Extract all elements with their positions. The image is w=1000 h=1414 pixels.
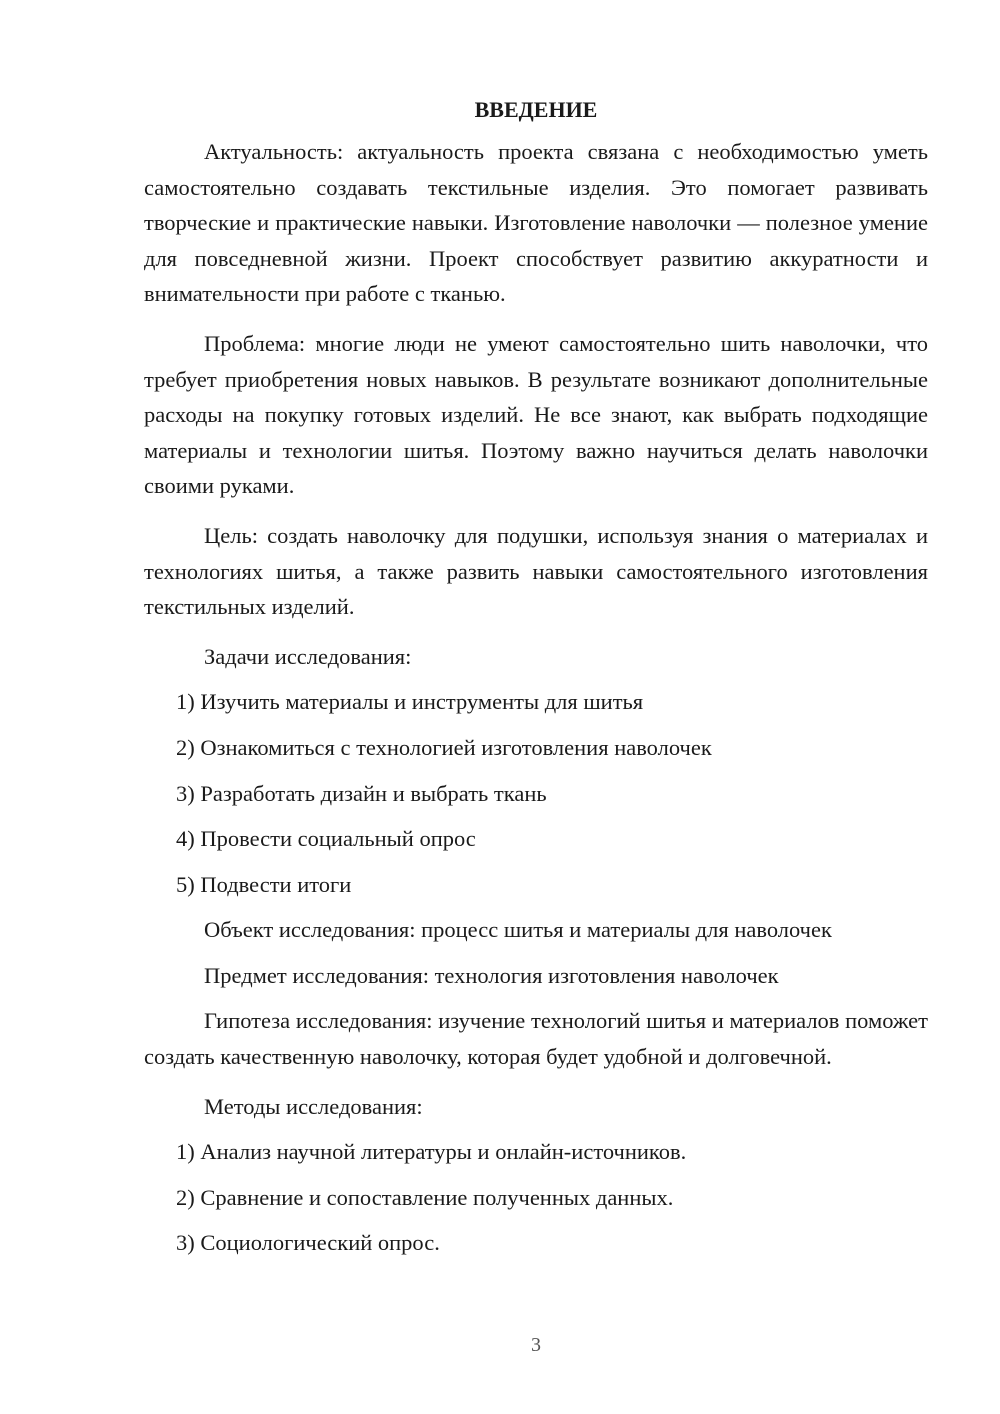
list-item: 2) Сравнение и сопоставление полученных данных. bbox=[176, 1184, 674, 1210]
hypothesis-paragraph: Гипотеза исследования: изучение технологий шитья и материалов поможет создать качественную наволочку, которая будет удобной и долговечной. bbox=[144, 1008, 928, 1070]
list-item: 1) Анализ научной литературы и онлайн-источников. bbox=[176, 1139, 687, 1165]
subject-line: Предмет исследования: технология изготовления наволочек bbox=[204, 962, 779, 988]
methods-list bbox=[144, 1134, 928, 1261]
tasks-list bbox=[144, 684, 928, 902]
page-number: 3 bbox=[531, 1334, 541, 1356]
goal-paragraph: Цель: создать наволочку для подушки, используя знания о материалах и технологиях шитья, а также развить навыки самостоятельного изготовления текстильных изделий. bbox=[144, 522, 928, 620]
page-footer bbox=[0, 1334, 1000, 1357]
relevance-paragraph: Актуальность: актуальность проекта связана с необходимостью уметь самостоятельно создавать текстильные изделия. Это помогает развивать творческие и практические навыки. Изготовление наволочки — полезное умение для повседневной жизни. Проект способствует развитию аккуратности и внимательности при работе с тканью. bbox=[144, 139, 928, 307]
list-item: 3) Разработать дизайн и выбрать ткань bbox=[176, 780, 547, 806]
list-item: 4) Провести социальный опрос bbox=[176, 826, 476, 852]
methods-heading: Методы исследования: bbox=[204, 1093, 423, 1119]
tasks-heading: Задачи исследования: bbox=[204, 643, 412, 669]
document-body bbox=[144, 96, 928, 1271]
list-item: 5) Подвести итоги bbox=[176, 871, 352, 897]
list-item: 2) Ознакомиться с технологией изготовления наволочек bbox=[176, 734, 712, 760]
list-item: 1) Изучить материалы и инструменты для шитья bbox=[176, 689, 644, 715]
list-item: 3) Социологический опрос. bbox=[176, 1230, 440, 1256]
object-line: Объект исследования: процесс шитья и материалы для наволочек bbox=[204, 917, 832, 943]
problem-paragraph: Проблема: многие люди не умеют самостоятельно шить наволочки, что требует приобретения новых навыков. В результате возникают дополнительные расходы на покупку готовых изделий. Не все знают, как выбрать подходящие материалы и технологии шитья. Поэтому важно научиться делать наволочки своими руками. bbox=[144, 330, 928, 499]
section-title: ВВЕДЕНИЕ bbox=[474, 97, 598, 122]
